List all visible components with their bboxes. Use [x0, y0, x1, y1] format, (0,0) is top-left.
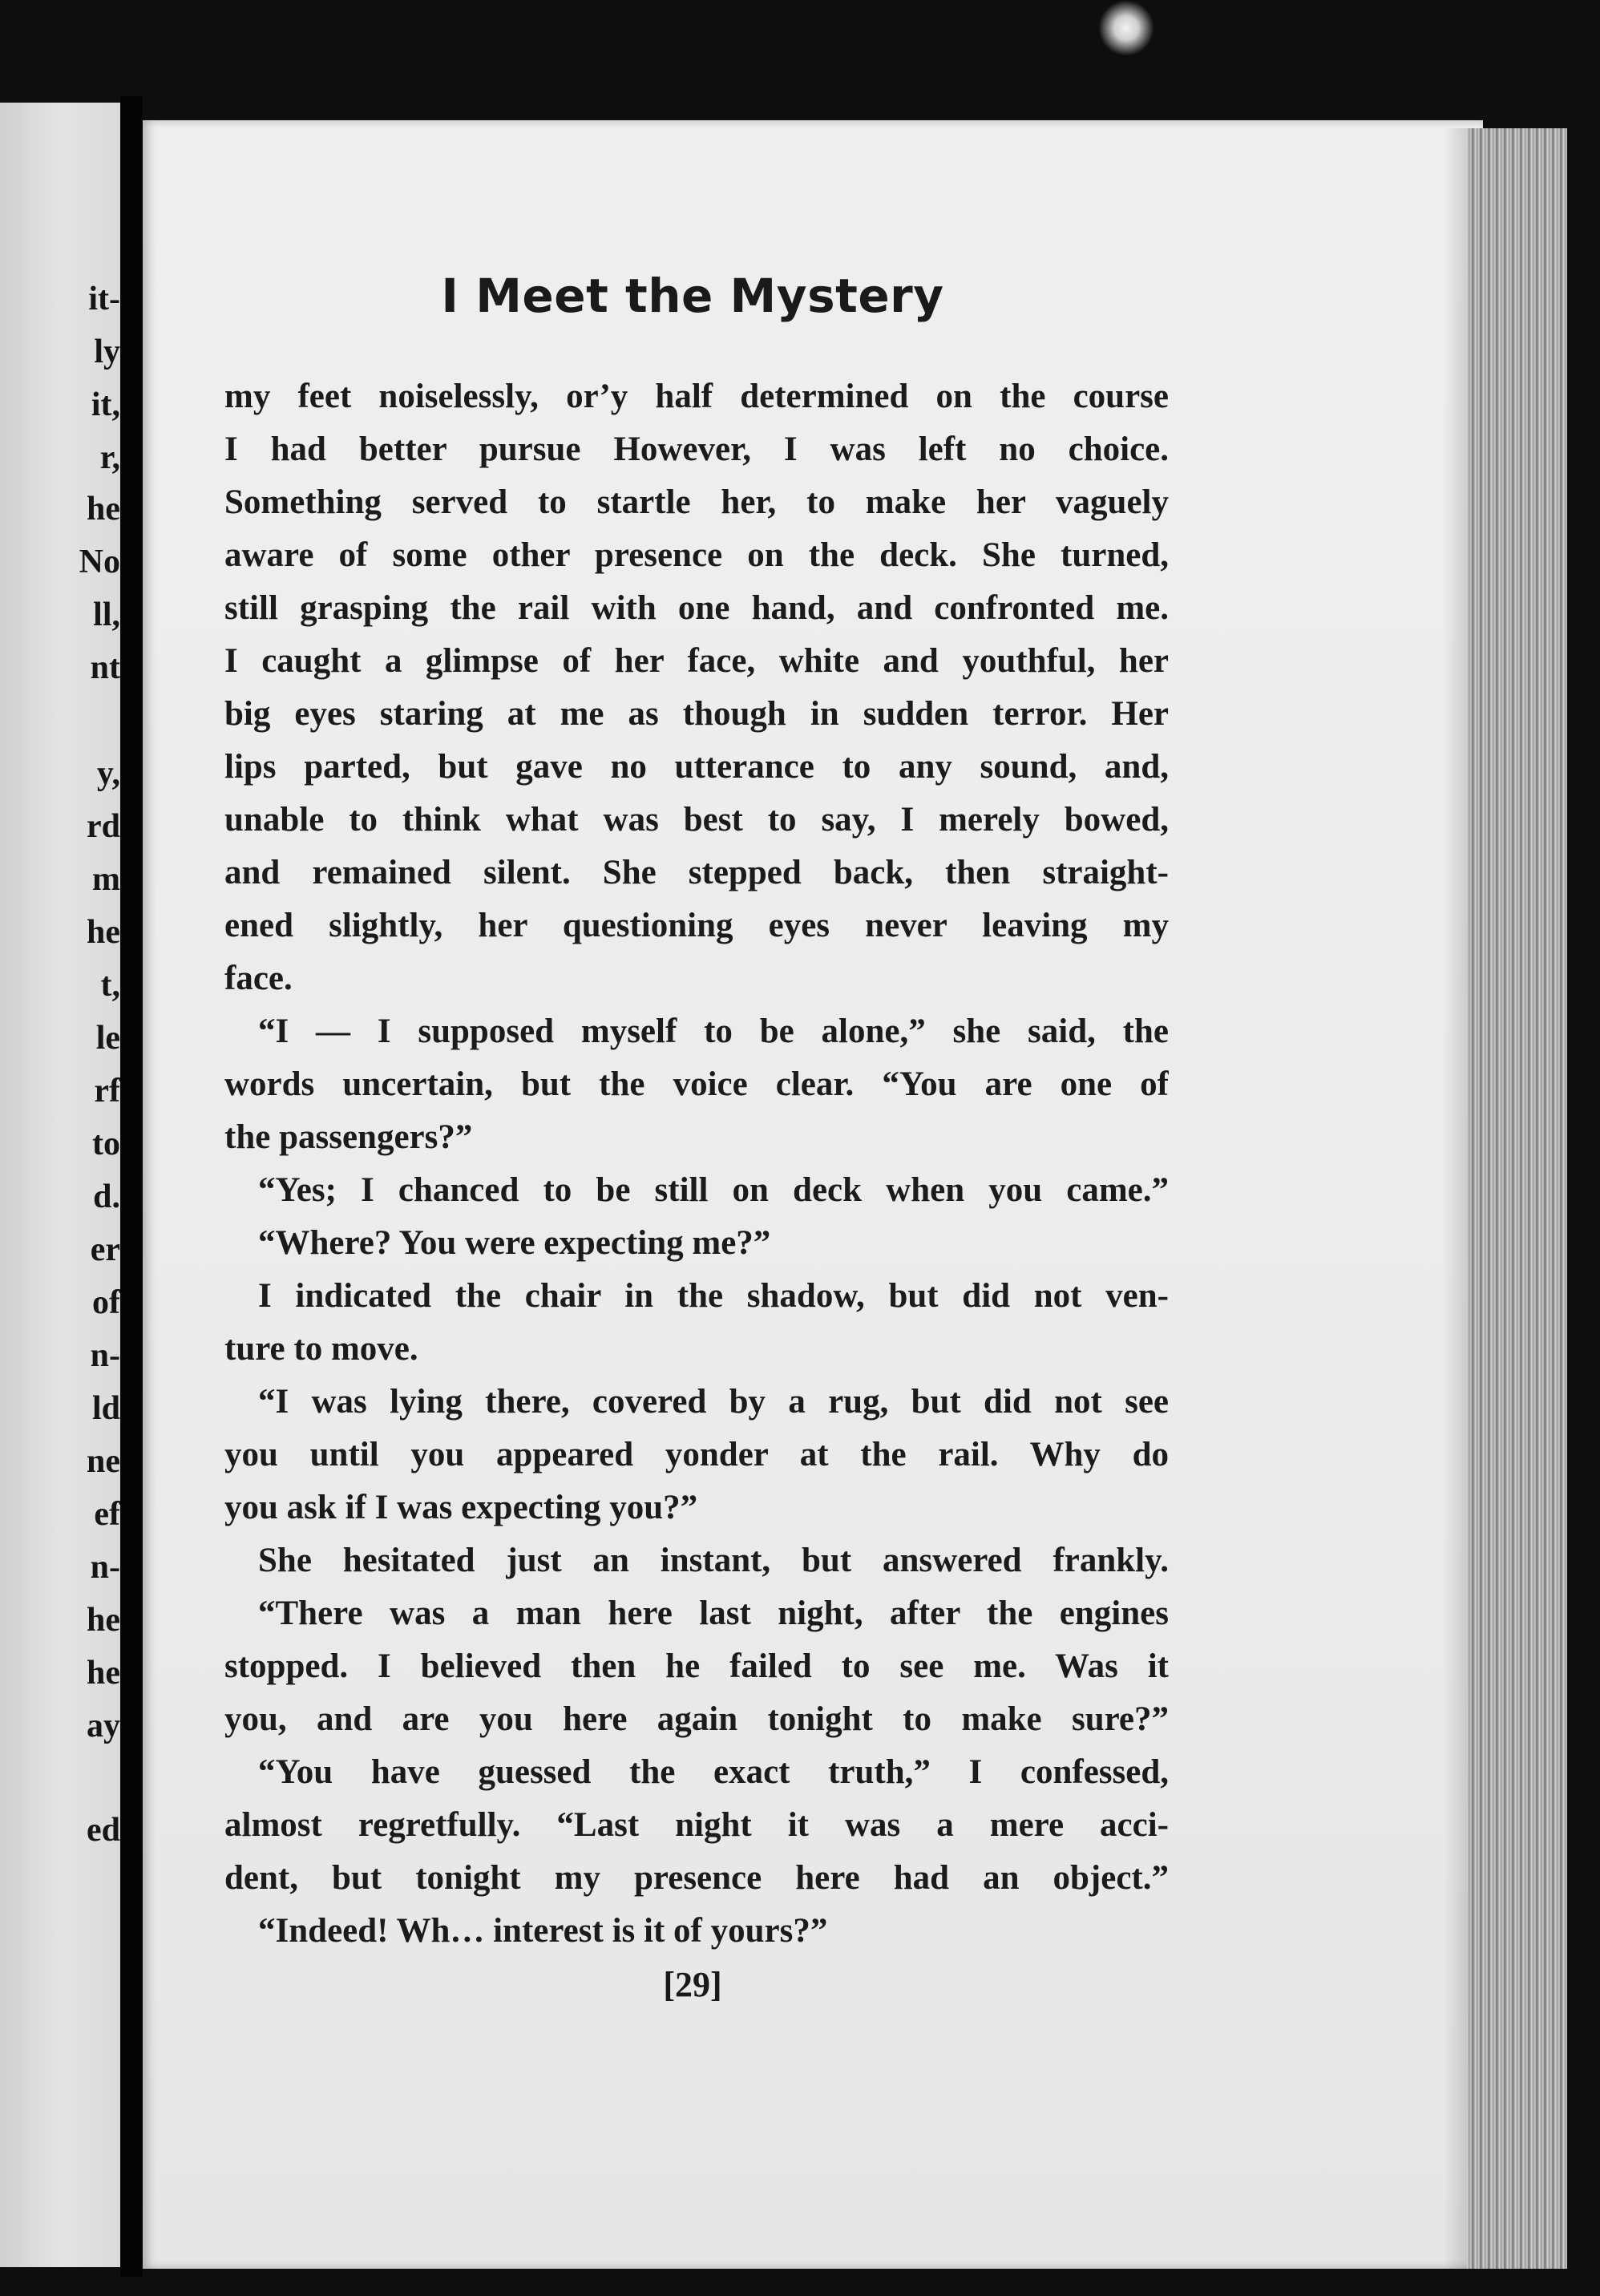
left-page-fragment: rf [94, 1073, 120, 1110]
text-line: “There was a man here last night, after the engines [258, 1595, 1169, 1632]
left-page-fragment: he [87, 491, 120, 528]
left-page-fragment: ef [94, 1496, 120, 1533]
left-page-fragment: he [87, 914, 120, 951]
left-page-fragment: to [92, 1126, 120, 1162]
text-line: unable to think what was best to say, I merely bowed, [224, 801, 1169, 839]
text-line: the passengers?” [224, 1118, 473, 1156]
left-page-fragment: ld [91, 1390, 120, 1427]
light-glare [1087, 0, 1165, 67]
left-page-fragment: le [95, 1020, 120, 1057]
text-line: lips parted, but gave no utterance to any sound, and, [224, 748, 1169, 786]
text-line: almost regretfully. “Last night it was a mere acci- [224, 1806, 1169, 1844]
left-page-fragment: he [87, 1655, 120, 1692]
left-page-fragment: of [92, 1284, 120, 1321]
left-page-fragment: it- [88, 281, 120, 317]
text-line: ened slightly, her questioning eyes never leaving my [224, 907, 1169, 944]
left-page-fragment: d. [93, 1178, 120, 1215]
text-line: still grasping the rail with one hand, and confronted me. [224, 589, 1169, 627]
left-page-fragment: it, [91, 386, 120, 423]
text-line: Something served to startle her, to make her vaguely [224, 483, 1169, 521]
text-line: big eyes staring at me as though in sudden terror. Her [224, 695, 1169, 733]
text-line: you ask if I was expecting you?” [224, 1489, 698, 1526]
text-line: you until you appeared yonder at the rail. Why do [224, 1436, 1169, 1473]
text-line: I caught a glimpse of her face, white and youthful, her [224, 642, 1169, 680]
left-page-fragment: he [87, 1602, 120, 1639]
text-line: “Yes; I chanced to be still on deck when you came.” [258, 1171, 1169, 1209]
text-line: aware of some other presence on the deck. She turned, [224, 536, 1169, 574]
left-page-fragment: ne [87, 1443, 120, 1480]
text-line: you, and are you here again tonight to make sure?” [224, 1700, 1169, 1738]
text-line: my feet noiselessly, or’y half determined on the course [224, 378, 1169, 415]
left-page-fragment: t, [100, 967, 120, 1004]
left-page-fragment: nt [90, 649, 120, 686]
text-line: “I was lying there, covered by a rug, but did not see [258, 1383, 1169, 1421]
text-line: stopped. I believed then he failed to see me. Was it [224, 1647, 1169, 1685]
text-line: and remained silent. She stepped back, then straight- [224, 854, 1169, 891]
text-line: face. [224, 960, 293, 997]
text-line: ture to move. [224, 1330, 418, 1368]
page-edges [1467, 128, 1567, 2269]
body-text [224, 370, 1169, 1958]
left-page-fragment: y, [96, 755, 120, 792]
left-page-fragment: ay [87, 1708, 120, 1744]
page-number: [29] [663, 1965, 722, 2004]
text-line: She hesitated just an instant, but answered frankly. [258, 1542, 1169, 1579]
text-line: I indicated the chair in the shadow, but did not ven- [258, 1277, 1169, 1315]
book-gutter [120, 96, 143, 2277]
left-page-fragment: ly [94, 333, 120, 370]
text-line: I had better pursue However, I was left no choice. [224, 430, 1169, 468]
left-page-fragment: n- [90, 1337, 120, 1374]
text-line: “You have guessed the exact truth,” I confessed, [258, 1753, 1169, 1791]
left-page-fragment: ll, [93, 596, 120, 633]
running-head: I Meet the Mystery [441, 269, 944, 323]
left-page-fragment: No [79, 544, 120, 580]
left-page-fragment: r, [99, 439, 120, 476]
text-line: dent, but tonight my presence here had an object.” [224, 1859, 1169, 1897]
left-page-fragment: rd [87, 808, 120, 845]
left-page-fragment: ed [87, 1812, 120, 1849]
text-line: words uncertain, but the voice clear. “You are one of [224, 1065, 1169, 1103]
text-line: “Where? You were expecting me?” [258, 1224, 771, 1262]
left-page-fragment: m [92, 861, 120, 898]
text-line: “I — I supposed myself to be alone,” she said, the [258, 1013, 1169, 1050]
left-page-fragment: er [90, 1231, 120, 1268]
text-line: “Indeed! Wh… interest is it of yours?” [258, 1912, 828, 1950]
left-facing-page [0, 103, 120, 2267]
left-page-fragment: n- [90, 1549, 120, 1586]
